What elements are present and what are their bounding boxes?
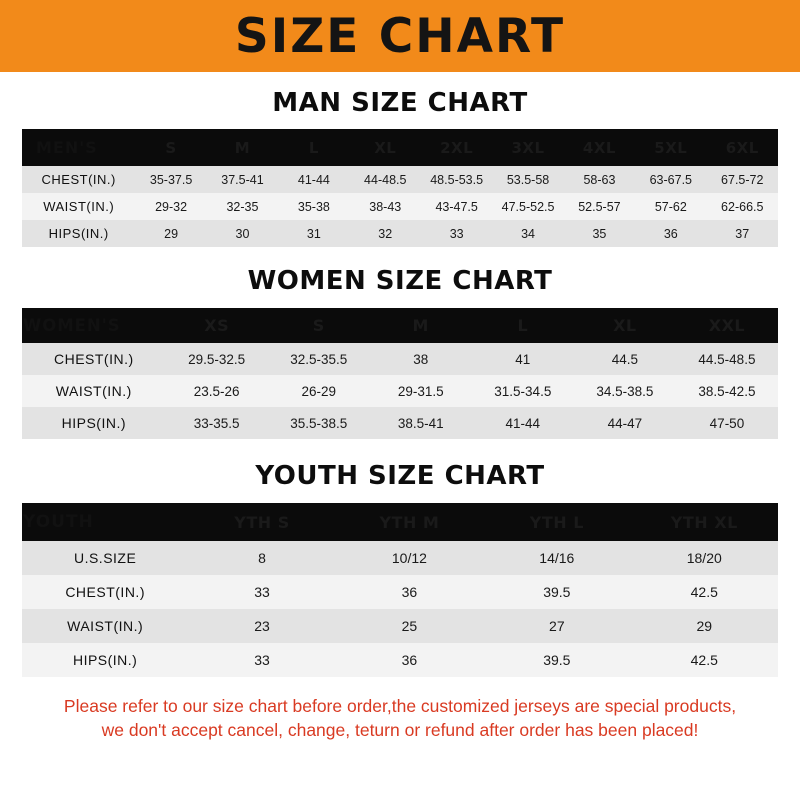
table-cell: 57-62: [654, 199, 687, 214]
table-header-label: WOMEN'S: [23, 316, 121, 335]
table-cell: 38-43: [369, 199, 402, 214]
table-header-cell: YTH L: [529, 512, 584, 532]
table-cell: 8: [258, 550, 266, 566]
table-cell: 29: [164, 226, 179, 241]
table-cell: 44-47: [607, 415, 643, 431]
table-header-cell: YTH M: [379, 512, 440, 532]
order-note-line-1: Please refer to our size chart before order,the customized jerseys are special products,: [63, 696, 737, 716]
content-area: [0, 88, 800, 742]
table-row: [22, 407, 778, 439]
table-cell: 14/16: [539, 550, 575, 566]
table-row: [22, 575, 778, 609]
table-header-cell: L: [517, 316, 529, 335]
row-label: CHEST(IN.): [53, 351, 134, 367]
table-header-cell: S: [165, 138, 177, 157]
table-cell: 31: [306, 226, 321, 241]
table-cell: 10/12: [391, 550, 427, 566]
table-header-cell: 6XL: [725, 138, 759, 157]
table-cell: 52.5-57: [578, 199, 621, 214]
table-header-label: MEN'S: [36, 138, 98, 157]
table-cell: 27: [549, 618, 565, 634]
table-header-cell: YTH XL: [670, 512, 738, 532]
row-label: WAIST(IN.): [55, 383, 132, 399]
page-title: SIZE CHART: [234, 8, 566, 64]
table-cell: 32-35: [226, 199, 259, 214]
table-cell: 29-32: [155, 199, 188, 214]
table-cell: 67.5-72: [721, 172, 764, 187]
table-row: [22, 166, 778, 193]
table-cell: 32.5-35.5: [290, 351, 348, 367]
table-header-cell: M: [412, 316, 429, 335]
table-cell: 42.5: [690, 652, 718, 668]
table-cell: 36: [401, 652, 418, 668]
table-cell: 25: [401, 618, 418, 634]
table-header-cell: 3XL: [511, 138, 545, 157]
row-label: CHEST(IN.): [65, 584, 145, 600]
row-label: HIPS(IN.): [48, 226, 109, 241]
row-label: CHEST(IN.): [41, 172, 116, 187]
table-cell: 38.5-41: [397, 415, 444, 431]
table-cell: 41-44: [297, 172, 330, 187]
table-cell: 36: [401, 584, 418, 600]
table-header-cell: 2XL: [440, 138, 474, 157]
table-cell: 33: [449, 226, 464, 241]
table-cell: 47.5-52.5: [501, 199, 555, 214]
table-header-row: [22, 129, 778, 166]
table-cell: 34.5-38.5: [596, 383, 654, 399]
table-cell: 63-67.5: [649, 172, 693, 187]
table-header-cell: XS: [204, 316, 230, 335]
man-size-table: [22, 129, 778, 247]
table-header-cell: YTH S: [234, 512, 290, 532]
table-header-row: [22, 503, 778, 541]
table-cell: 37.5-41: [221, 172, 264, 187]
table-header-cell: M: [234, 138, 251, 157]
table-cell: 41: [515, 351, 531, 367]
table-cell: 44.5-48.5: [698, 351, 756, 367]
table-cell: 48.5-53.5: [430, 172, 484, 187]
table-row: [22, 375, 778, 407]
table-cell: 36: [663, 226, 678, 241]
table-cell: 35-38: [297, 199, 330, 214]
table-cell: 23: [254, 618, 270, 634]
table-cell: 39.5: [543, 652, 571, 668]
table-cell: 38.5-42.5: [698, 383, 756, 399]
table-cell: 58-63: [583, 172, 616, 187]
table-cell: 29.5-32.5: [188, 351, 246, 367]
women-size-table: [22, 308, 778, 439]
table-cell: 23.5-26: [193, 383, 240, 399]
women-table-body: [22, 308, 778, 439]
table-cell: 47-50: [709, 415, 745, 431]
youth-section-title: YOUTH SIZE CHART: [255, 461, 545, 491]
table-cell: 39.5: [543, 584, 571, 600]
women-section-title: WOMEN SIZE CHART: [247, 266, 553, 296]
table-header-cell: XL: [374, 138, 397, 157]
table-cell: 34: [521, 226, 535, 241]
table-header-cell: XL: [613, 316, 637, 335]
row-label: HIPS(IN.): [61, 415, 127, 431]
table-cell: 33-35.5: [193, 415, 240, 431]
table-header-cell: 4XL: [582, 138, 616, 157]
table-row: [22, 193, 778, 220]
table-cell: 35-37.5: [149, 172, 193, 187]
table-cell: 29-31.5: [397, 383, 444, 399]
table-cell: 37: [735, 226, 750, 241]
table-cell: 43-47.5: [435, 199, 478, 214]
table-cell: 18/20: [686, 550, 722, 566]
table-cell: 26-29: [301, 383, 336, 399]
order-note-line-2: we don't accept cancel, change, teturn or refund after order has been placed!: [101, 719, 699, 740]
table-cell: 30: [235, 226, 250, 241]
table-cell: 38: [413, 351, 429, 367]
row-label: WAIST(IN.): [43, 199, 115, 214]
row-label: U.S.SIZE: [73, 550, 137, 566]
table-cell: 41-44: [505, 415, 541, 431]
page-banner: [0, 0, 800, 72]
table-cell: 35: [592, 226, 607, 241]
youth-table-body: [22, 503, 778, 677]
table-header-cell: 5XL: [654, 138, 688, 157]
table-header-cell: S: [312, 316, 325, 335]
table-cell: 44-48.5: [364, 172, 407, 187]
table-header-cell: L: [308, 138, 319, 157]
youth-size-table: [22, 503, 778, 677]
table-row: [22, 609, 778, 643]
table-header-cell: XXL: [708, 316, 746, 335]
row-label: HIPS(IN.): [72, 652, 138, 668]
table-cell: 44.5: [611, 351, 638, 367]
table-header-label: YOUTH: [23, 512, 94, 532]
table-header-row: [22, 308, 778, 343]
table-cell: 53.5-58: [506, 172, 550, 187]
table-cell: 42.5: [690, 584, 718, 600]
table-cell: 35.5-38.5: [290, 415, 348, 431]
table-row: [22, 643, 778, 677]
table-cell: 33: [254, 652, 270, 668]
man-table-body: [22, 129, 778, 247]
table-cell: 62-66.5: [721, 199, 764, 214]
table-row: [22, 343, 778, 375]
table-row: [22, 220, 778, 247]
order-note: [22, 695, 778, 742]
table-cell: 29: [696, 618, 713, 634]
table-row: [22, 541, 778, 575]
table-cell: 33: [254, 584, 270, 600]
table-cell: 31.5-34.5: [494, 383, 552, 399]
table-cell: 32: [378, 226, 393, 241]
row-label: WAIST(IN.): [67, 618, 144, 634]
man-section-title: MAN SIZE CHART: [272, 88, 528, 118]
